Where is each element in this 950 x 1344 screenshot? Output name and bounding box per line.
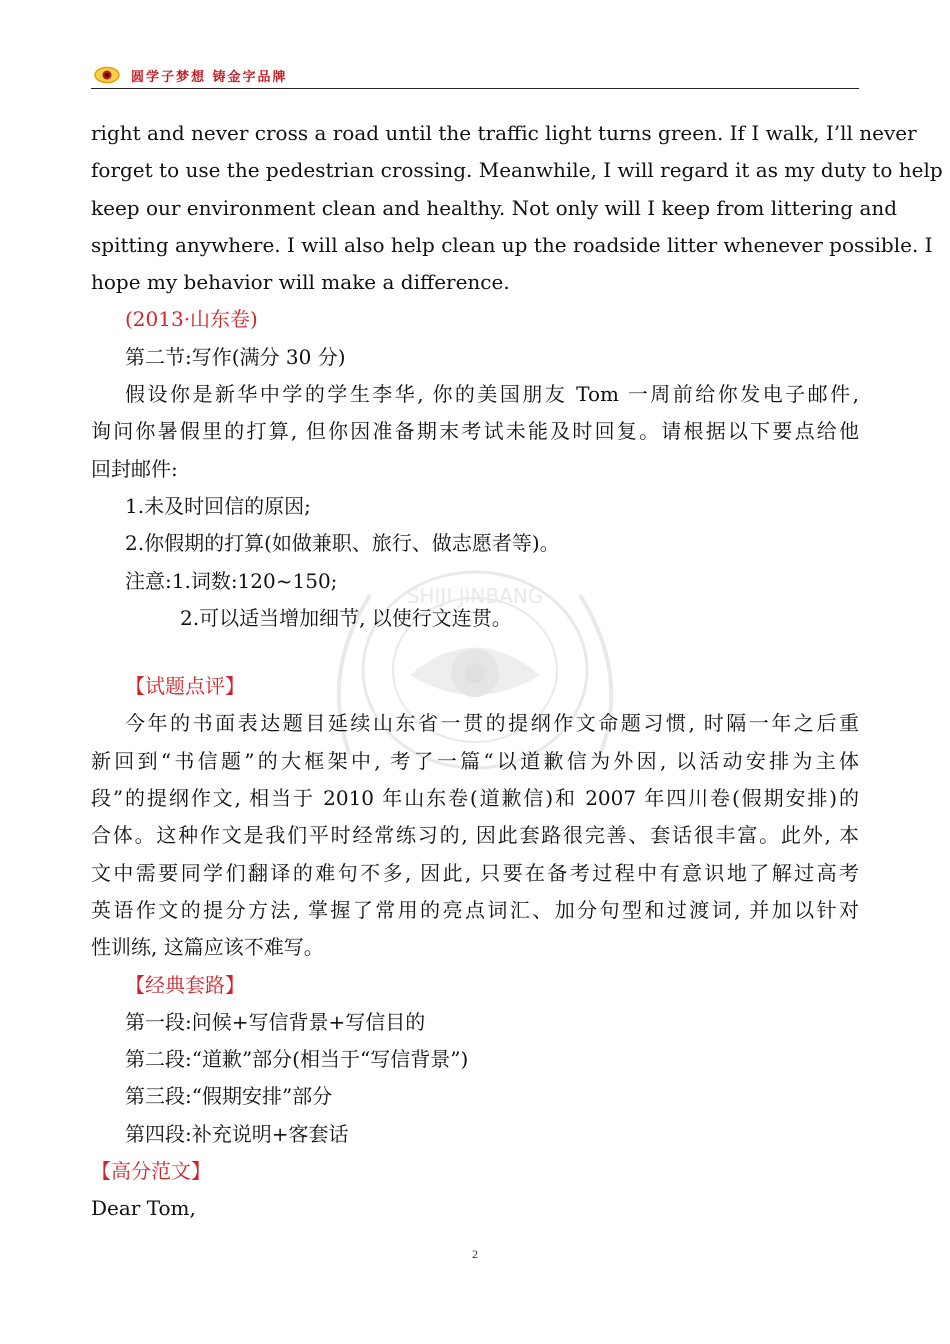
review-line: 段”的提纲作文, 相当于 2010 年山东卷(道歉信)和 2007 年四川卷(假期安排)的 [91,786,859,811]
point-item: 2.你假期的打算(如做兼职、旅行、做志愿者等)。 [125,531,560,556]
english-line: keep our environment clean and healthy. Not only will I keep from littering and [91,195,898,220]
review-line: 英语作文的提分方法, 掌握了常用的亮点词汇、加分句型和过渡词, 并加以针对 [91,897,859,922]
routine-item: 第四段:补充说明+客套话 [125,1121,349,1146]
task-line: 假设你是新华中学的学生李华, 你的美国朋友 Tom 一周前给你发电子邮件, [125,382,859,407]
watermark-text: SHIJI JINBANG [406,584,544,608]
review-line: 性训练, 这篇应该不难写。 [91,935,324,960]
english-line: forget to use the pedestrian crossing. Meanwhile, I will regard it as my duty to help [91,158,943,183]
section-title: 第二节:写作(满分 30 分) [125,344,346,369]
note-details: 2.可以适当增加细节, 以使行文连贯。 [180,605,512,630]
spacer [91,637,859,668]
english-line: hope my behavior will make a difference. [91,270,510,295]
review-line: 合体。这种作文是我们平时经常练习的, 因此套路很完善、套话很丰富。此外, 本 [91,823,859,848]
note-word-count: 注意:1.词数:120~150; [125,568,338,593]
model-essay-heading: 【高分范文】 [91,1159,211,1184]
review-line: 新回到“书信题”的大框架中, 考了一篇“以道歉信为外因, 以活动安排为主体 [91,748,859,773]
header-slogan: 圆学子梦想 铸金字品牌 [131,70,288,85]
exam-source: (2013·山东卷) [125,307,258,332]
review-heading: 【试题点评】 [125,674,245,699]
review-line: 今年的书面表达题目延续山东省一贯的提纲作文命题习惯, 时隔一年之后重 [125,711,859,736]
routine-item: 第一段:问候+写信背景+写信目的 [125,1009,426,1034]
routine-heading: 【经典套路】 [125,972,245,997]
review-line: 文中需要同学们翻译的难句不多, 因此, 只要在备考过程中有意识地了解过高考 [91,860,859,885]
page-number: 2 [472,1247,478,1261]
routine-item: 第三段:“假期安排”部分 [125,1084,333,1109]
routine-item: 第二段:“道歉”部分(相当于“写信背景”) [125,1047,469,1072]
task-line: 询问你暑假里的打算, 但你因准备期末考试未能及时回复。请根据以下要点给他 [91,419,859,444]
page-header [91,62,859,89]
letter-greeting: Dear Tom, [91,1196,196,1221]
point-item: 1.未及时回信的原因; [125,493,311,518]
english-line: spitting anywhere. I will also help clean up the roadside litter whenever possible. I [91,232,933,257]
document-body [91,115,943,1228]
eye-logo-icon [94,66,120,84]
task-line: 回封邮件: [91,456,178,481]
english-line: right and never cross a road until the traffic light turns green. If I walk, I’ll never [91,121,917,145]
